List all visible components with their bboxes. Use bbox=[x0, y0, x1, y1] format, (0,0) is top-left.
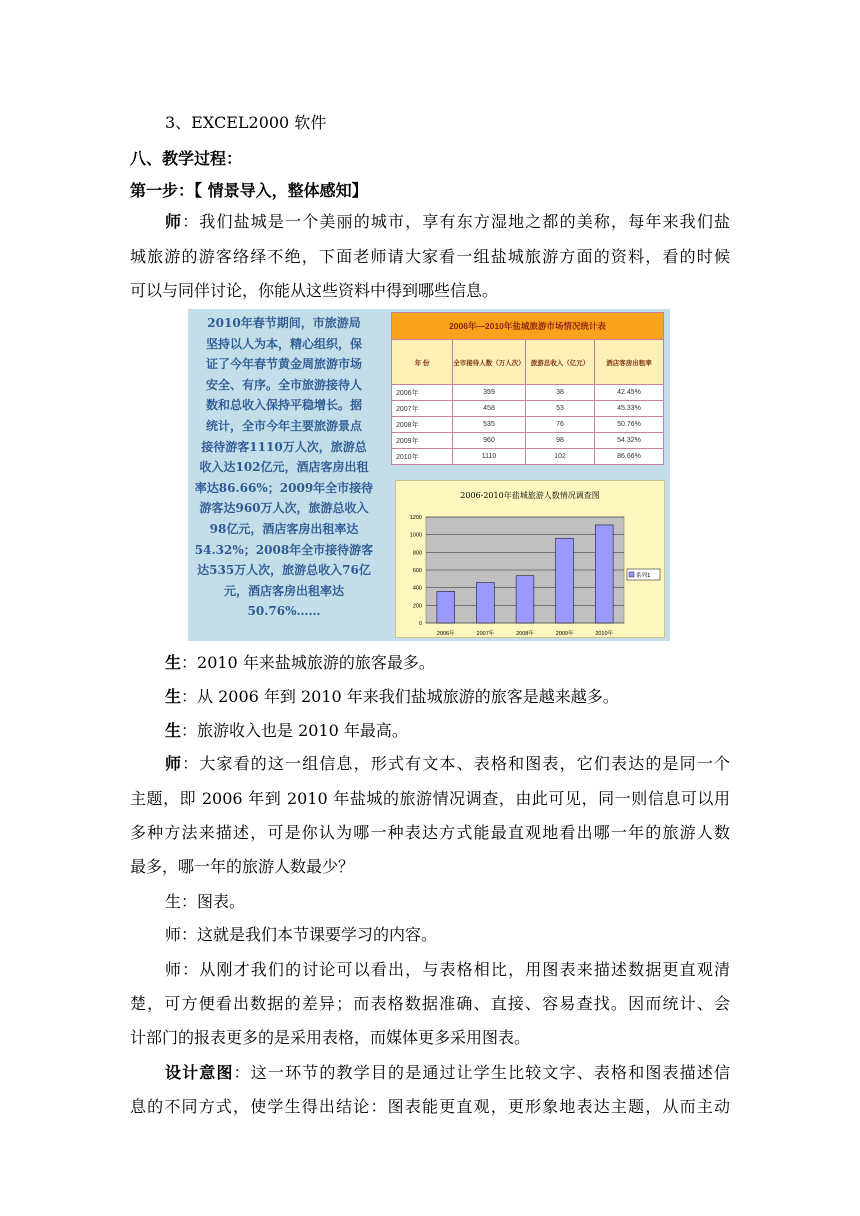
x-tick-label: 2009年 bbox=[555, 631, 574, 637]
table-cell: 2006年 bbox=[392, 385, 453, 401]
table-cell: 2010年 bbox=[392, 449, 453, 465]
x-tick-label: 2007年 bbox=[476, 631, 495, 637]
line-text: ：这一环节的教学目的是通过让学生比较文字、表格和图表描述信 bbox=[233, 1063, 730, 1082]
y-tick-label: 400 bbox=[412, 585, 422, 592]
software-item: 3、EXCEL2000 软件 bbox=[165, 113, 327, 132]
table-cell: 53 bbox=[526, 401, 595, 417]
figure-text-line: 98亿元，酒店客房出租率达 bbox=[209, 521, 359, 536]
figure-text-line: 达535万人次，旅游总收入76亿 bbox=[197, 563, 371, 578]
figure-text-block bbox=[188, 313, 380, 622]
table-cell: 535 bbox=[453, 417, 526, 433]
x-tick-label: 2010年 bbox=[595, 631, 614, 637]
table-row bbox=[392, 433, 664, 449]
bar bbox=[437, 591, 455, 623]
table-cell: 2007年 bbox=[392, 401, 453, 417]
bar bbox=[516, 576, 534, 623]
speaker-label: 生 bbox=[165, 653, 182, 672]
legend-swatch bbox=[629, 572, 634, 577]
y-tick-label: 800 bbox=[412, 550, 422, 557]
student-line bbox=[165, 687, 730, 707]
table-row bbox=[392, 401, 664, 417]
speaker-label: 生 bbox=[165, 687, 182, 706]
speaker-label: 师 bbox=[165, 212, 183, 231]
figure-text-line: 安全、有序。全市旅游接待人 bbox=[205, 377, 362, 392]
figure-text-line: 统计，全市今年主要旅游景点 bbox=[205, 418, 362, 433]
paragraph-line: 最多，哪一年的旅游人数最少？ bbox=[130, 857, 355, 876]
table-cell: 38 bbox=[526, 385, 595, 401]
table-row bbox=[392, 385, 664, 401]
student-line: 生：图表。 bbox=[165, 892, 246, 911]
speaker-label: 师 bbox=[165, 754, 183, 773]
y-tick-label: 200 bbox=[412, 603, 422, 610]
speaker-label: 生 bbox=[165, 721, 182, 740]
teacher-line: 师：这就是我们本节课要学习的内容。 bbox=[165, 925, 438, 944]
paragraph-line: 师：从刚才我们的讨论可以看出，与表格相比，用图表来描述数据更直观清 bbox=[165, 960, 730, 979]
teacher-paragraph-line bbox=[165, 754, 730, 774]
x-tick-label: 2006年 bbox=[436, 631, 455, 637]
paragraph-line: 息的不同方式，使学生得出结论：图表能更直观，更形象地表达主题，从而主动 bbox=[130, 1097, 730, 1116]
paragraph-line: 计部门的报表更多的是采用表格，而媒体更多采用图表。 bbox=[130, 1028, 531, 1047]
bar bbox=[556, 538, 574, 623]
y-tick-label: 1200 bbox=[409, 515, 422, 521]
figure-text-line: 证了今年春节黄金周旅游市场 bbox=[205, 357, 362, 372]
legend-label: 系列1 bbox=[636, 573, 651, 579]
table-header: 酒店客房出租率 bbox=[595, 340, 664, 385]
table-row bbox=[392, 417, 664, 433]
table-cell: 960 bbox=[453, 433, 526, 449]
table-header: 旅游总收入（亿元） bbox=[526, 340, 595, 385]
table-cell: 458 bbox=[453, 401, 526, 417]
tourism-figure bbox=[188, 309, 670, 641]
bar bbox=[595, 525, 613, 623]
table-cell: 98 bbox=[526, 433, 595, 449]
line-text: ：大家看的这一组信息，形式有文本、表格和图表，它们表达的是同一个 bbox=[182, 754, 730, 773]
figure-text-line: 收入达102亿元，酒店客房出租 bbox=[199, 460, 369, 475]
table-cell: 42.45% bbox=[595, 385, 664, 401]
figure-text-line: 2010年春节期间，市旅游局 bbox=[207, 316, 361, 330]
table-cell: 86.66% bbox=[595, 449, 664, 465]
figure-text-line: 数和总收入保持平稳增长。据 bbox=[205, 398, 362, 413]
figure-text-line: 接待游客1110万人次，旅游总 bbox=[201, 439, 367, 454]
teacher-paragraph-line bbox=[165, 212, 730, 232]
line-text: ：旅游收入也是 2010 年最高。 bbox=[181, 721, 408, 740]
paragraph-line: 主题，即 2006 年到 2010 年盐城的旅游情况调查，由此可见，同一则信息可以用 bbox=[130, 789, 730, 808]
table-cell: 45.33% bbox=[595, 401, 664, 417]
figure-text-line: 游客达960万人次，旅游总收入 bbox=[199, 501, 369, 516]
table-cell: 1110 bbox=[453, 449, 526, 465]
paragraph-line: 多种方法来描述，可是你认为哪一种表达方式能最直观地看出哪一年的旅游人数 bbox=[130, 823, 730, 842]
table-cell: 2009年 bbox=[392, 433, 453, 449]
section-heading: 八、教学过程： bbox=[130, 149, 243, 168]
y-tick-label: 600 bbox=[412, 568, 422, 574]
table-row bbox=[392, 449, 664, 465]
stats-table bbox=[391, 312, 664, 465]
table-header: 全市接待人数（万人次） bbox=[453, 340, 526, 385]
student-line bbox=[165, 721, 730, 741]
figure-text-line: 坚持以人为本，精心组织，保 bbox=[205, 336, 362, 351]
paragraph-line: 城旅游的游客络绎不绝，下面老师请大家看一组盐城旅游方面的资料，看的时候 bbox=[130, 247, 730, 266]
figure-text-line: 54.32%；2008年全市接待游客 bbox=[194, 542, 374, 557]
design-intent-label: 设计意图 bbox=[165, 1063, 234, 1082]
y-tick-label: 1000 bbox=[409, 532, 422, 539]
table-header: 年 份 bbox=[392, 340, 453, 385]
chart-svg bbox=[396, 481, 664, 637]
paragraph-line: 楚，可方便看出数据的差异；而表格数据准确、直接、容易查找。因而统计、会 bbox=[130, 994, 730, 1013]
figure-text-line: 元，酒店客房出租率达 bbox=[223, 583, 344, 598]
bar-chart bbox=[395, 480, 665, 638]
bar bbox=[476, 583, 494, 623]
table-cell: 50.76% bbox=[595, 417, 664, 433]
chart-title: 2006-2010年盐城旅游人数情况调查图 bbox=[460, 491, 600, 500]
x-tick-label: 2008年 bbox=[516, 631, 534, 637]
figure-text-line: 率达86.66%；2009年全市接待 bbox=[194, 480, 374, 495]
table-cell: 359 bbox=[453, 385, 526, 401]
table-cell: 2008年 bbox=[392, 417, 453, 433]
table-title: 2006年—2010年盐城旅游市场情况统计表 bbox=[392, 313, 664, 340]
line-text: ：2010 年来盐城旅游的旅客最多。 bbox=[181, 653, 435, 672]
table-cell: 102 bbox=[526, 449, 595, 465]
design-intent-line bbox=[165, 1063, 730, 1083]
y-tick-label: 0 bbox=[418, 621, 422, 627]
table-cell: 54.32% bbox=[595, 433, 664, 449]
step-heading: 第一步：【 情景导入，整体感知】 bbox=[130, 181, 368, 200]
student-line bbox=[165, 653, 730, 673]
table-cell: 76 bbox=[526, 417, 595, 433]
paragraph-text: ：我们盐城是一个美丽的城市，享有东方湿地之都的美称，每年来我们盐 bbox=[182, 212, 730, 231]
line-text: ：从 2006 年到 2010 年来我们盐城旅游的旅客是越来越多。 bbox=[181, 687, 619, 706]
figure-text-line: 50.76%…… bbox=[247, 604, 321, 619]
paragraph-line: 可以与同伴讨论，你能从这些资料中得到哪些信息。 bbox=[130, 281, 499, 300]
